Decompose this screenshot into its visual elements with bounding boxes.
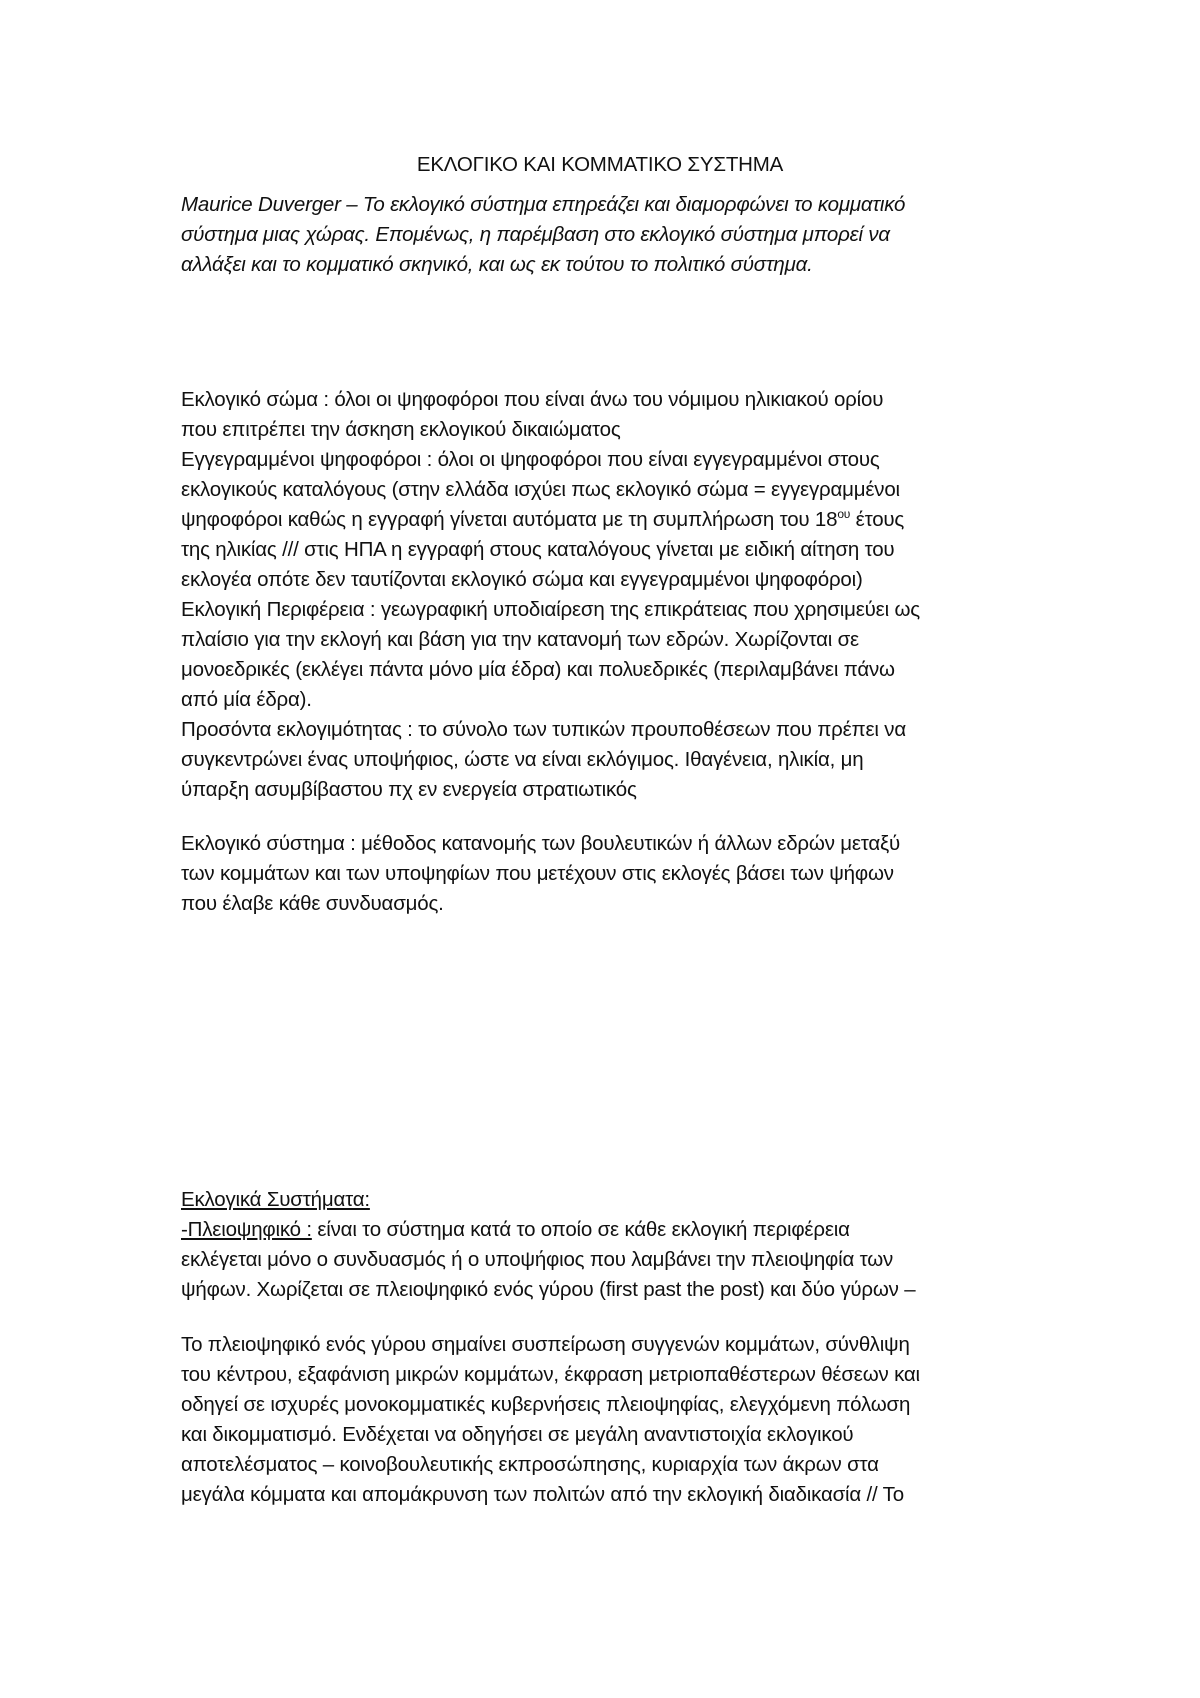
definition-line: Εκλογικό σώμα : όλοι οι ψηφοφόροι που είναι άνω του νόμιμου ηλικιακού ορίου [181,388,884,411]
document-title: ΕΚΛΟΓΙΚΟ ΚΑΙ ΚΟΜΜΑΤΙΚΟ ΣΥΣΤΗΜΑ [416,153,784,176]
definition-line: που έλαβε κάθε συνδυασμός. [181,892,444,915]
majority-definition-line [181,1215,1041,1245]
paragraph-line: του κέντρου, εξαφάνιση μικρών κομμάτων, έκφραση μετριοπαθέστερων θέσεων και [181,1363,920,1386]
paragraph-line: Το πλειοψηφικό ενός γύρου σημαίνει συσπείρωση συγγενών κομμάτων, σύνθλιψη [181,1333,910,1356]
majority-line: εκλέγεται μόνο ο συνδυασμός ή ο υποψήφιος που λαμβάνει την πλειοψηφία των [181,1248,894,1271]
definition-line: εκλογικούς καταλόγους (στην ελλάδα ισχύει πως εκλογικό σώμα = εγγεγραμμένοι [181,478,900,501]
majority-line: ψήφων. Χωρίζεται σε πλειοψηφικό ενός γύρου (first past the post) και δύο γύρων – [181,1278,916,1301]
definition-line: μονοεδρικές (εκλέγει πάντα μόνο μία έδρα) και πολυεδρικές (περιλαμβάνει πάνω [181,658,895,681]
definition-line: πλαίσιο για την εκλογή και βάση για την κατανομή των εδρών. Χωρίζονται σε [181,628,859,651]
electoral-systems-section [181,1185,1041,1305]
duverger-quote [181,190,1041,280]
single-round-paragraph [181,1330,1041,1510]
paragraph-line: μεγάλα κόμματα και απομάκρυνση των πολιτών από την εκλογική διαδικασία // Το [181,1483,904,1506]
quote-line: Maurice Duverger – Το εκλογικό σύστημα επηρεάζει και διαμορφώνει το κομματικό [181,193,906,216]
section-heading: Εκλογικά Συστήματα: [181,1188,370,1211]
line-18-tail: έτους [850,508,905,531]
definition-line: Προσόντα εκλογιμότητας : το σύνολο των τυπικών προυποθέσεων που πρέπει να [181,718,906,741]
definition-line: Εκλογικό σύστημα : μέθοδος κατανομής των βουλευτικών ή άλλων εδρών μεταξύ [181,832,901,855]
definition-line: που επιτρέπει την άσκηση εκλογικού δικαιώματος [181,418,621,441]
quote-line: αλλάξει και το κομματικό σκηνικό, και ως εκ τούτου το πολιτικό σύστημα. [181,253,813,276]
majority-text: είναι το σύστημα κατά το οποίο σε κάθε εκλογική περιφέρεια [311,1218,850,1241]
definition-line: των κομμάτων και των υποψηφίων που μετέχουν στις εκλογές βάσει των ψήφων [181,862,894,885]
definition-line: από μία έδρα). [181,688,312,711]
definition-line: εκλογέα οπότε δεν ταυτίζονται εκλογικό σώμα και εγγεγραμμένοι ψηφοφόροι) [181,568,863,591]
ordinal-superscript: ου [837,507,851,521]
definition-line: Εγγεγραμμένοι ψηφοφόροι : όλοι οι ψηφοφόροι που είναι εγγεγραμμένοι στους [181,448,880,471]
line-18-text: ψηφοφόροι καθώς η εγγραφή γίνεται αυτόματα με τη συμπλήρωση του 18 [181,508,838,531]
definitions-block [181,385,1041,805]
quote-line: σύστημα μιας χώρας. Επομένως, η παρέμβαση στο εκλογικό σύστημα μπορεί να [181,223,890,246]
definition-line: της ηλικίας /// στις ΗΠΑ η εγγραφή στους καταλόγους γίνεται με ειδική αίτηση του [181,538,895,561]
electoral-system-definition [181,829,1041,919]
paragraph-line: οδηγεί σε ισχυρές μονοκομματικές κυβερνήσεις πλειοψηφίας, ελεγχόμενη πόλωση [181,1393,911,1416]
majority-term: -Πλειοψηφικό : [181,1218,312,1241]
definition-line: Εκλογική Περιφέρεια : γεωγραφική υποδιαίρεση της επικράτειας που χρησιμεύει ως [181,598,920,621]
definition-line: συγκεντρώνει ένας υποψήφιος, ώστε να είναι εκλόγιμος. Ιθαγένεια, ηλικία, μη [181,748,864,771]
definition-line-18th [181,505,1041,535]
paragraph-line: αποτελέσματος – κοινοβουλευτικής εκπροσώπησης, κυριαρχία των άκρων στα [181,1453,879,1476]
definition-line: ύπαρξη ασυμβίβαστου πχ εν ενεργεία στρατιωτικός [181,778,637,801]
paragraph-line: και δικομματισμό. Ενδέχεται να οδηγήσει σε μεγάλη αναντιστοιχία εκλογικού [181,1423,854,1446]
